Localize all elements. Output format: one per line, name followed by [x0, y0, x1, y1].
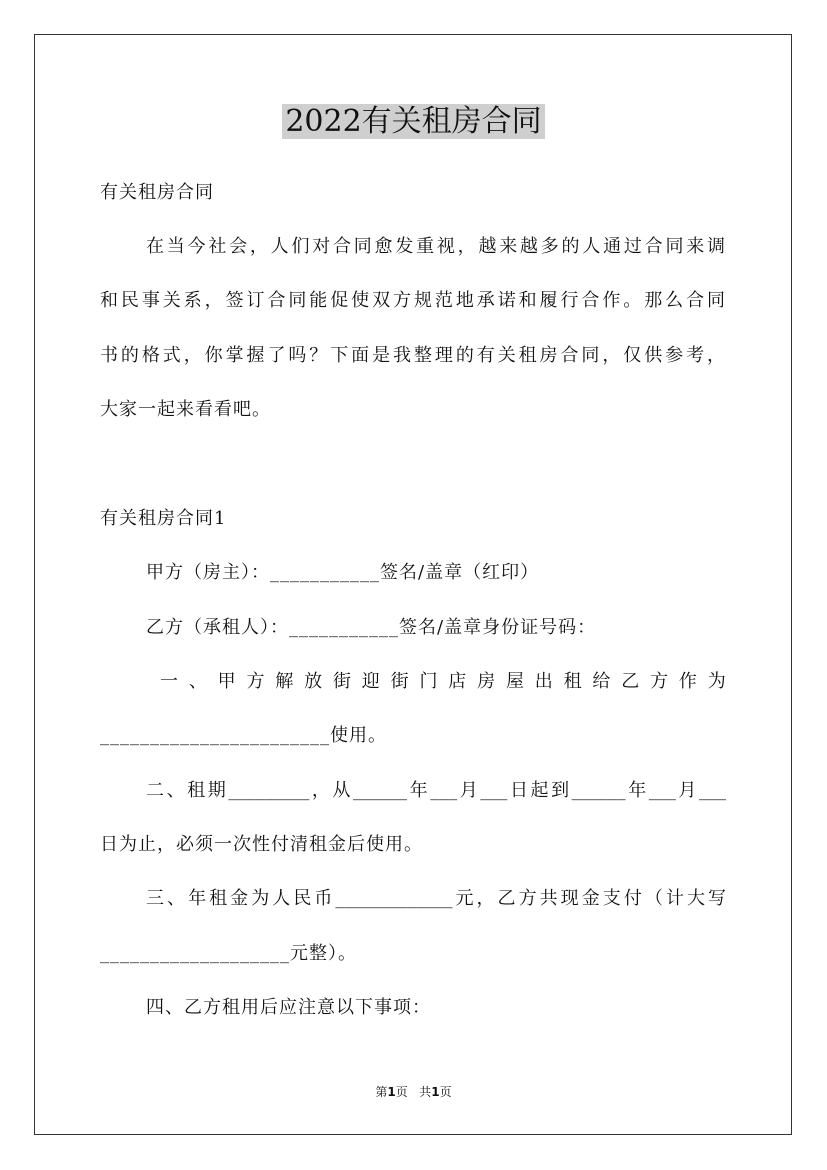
clause-1-char: 方 [246, 671, 265, 692]
clause-1-char: 方 [650, 671, 669, 692]
footer-total-pages: 1 [431, 1085, 440, 1099]
section-heading: 有关租房合同1 [100, 508, 227, 529]
footer-total-prefix: 共 [419, 1085, 432, 1099]
clause-1-char: 一 [160, 671, 178, 692]
clause-2-line-1: 二、租期_________，从______年___月___日起到______年___月___ [146, 780, 726, 801]
clause-1-char: 给 [592, 671, 611, 692]
clause-1-char: 出 [534, 671, 553, 692]
clause-1-line-2: _______________________使用。 [100, 725, 387, 746]
intro-line-3: 书的格式，你掌握了吗？下面是我整理的有关租房合同，仅供参考， [100, 345, 726, 366]
clause-1-char: 放 [304, 671, 323, 692]
clause-3-line-1: 三、年租金为人民币_____________元，乙方共现金支付（计大写 [146, 888, 726, 909]
clause-1-char: 屋 [505, 671, 524, 692]
footer-page-number: 1 [387, 1085, 396, 1099]
clause-3-line-2: ___________________元整）。 [100, 943, 357, 964]
clause-1-char: 店 [448, 671, 467, 692]
intro-line-2: 和民事关系，签订合同能促使双方规范地承诺和履行合作。那么合同 [100, 290, 726, 311]
page-footer [0, 1083, 827, 1101]
clause-1-char: 街 [390, 671, 409, 692]
clause-2-line-2: 日为止，必须一次性付清租金后使用。 [100, 834, 423, 855]
document-title [0, 100, 827, 144]
clause-1-char: 迎 [361, 671, 380, 692]
clause-1-char: 作 [678, 671, 697, 692]
clause-1-char: 街 [332, 671, 351, 692]
subtitle: 有关租房合同 [100, 182, 214, 203]
document-title-text: 2022有关租房合同 [282, 104, 544, 139]
clause-1-char: 解 [275, 671, 294, 692]
clause-1-char: 甲 [217, 671, 236, 692]
clause-4-line: 四、乙方租用后应注意以下事项： [146, 997, 431, 1018]
footer-total-suffix: 页 [439, 1085, 452, 1099]
intro-line-1: 在当今社会，人们对合同愈发重视，越来越多的人通过合同来调 [146, 236, 726, 257]
party-a-line: 甲方（房主）：___________签名/盖章（红印） [146, 562, 540, 583]
clause-1-char: 租 [563, 671, 582, 692]
clause-1-char: 房 [477, 671, 496, 692]
footer-page-suffix: 页 [395, 1085, 408, 1099]
clause-1-line-1 [160, 667, 726, 697]
clause-1-char: 乙 [621, 671, 640, 692]
clause-1-char: 为 [707, 671, 726, 692]
intro-line-4: 大家一起来看看吧。 [100, 399, 271, 420]
footer-page-prefix: 第 [375, 1085, 388, 1099]
clause-1-char: 门 [419, 671, 438, 692]
clause-1-char: 、 [188, 671, 207, 692]
party-b-line: 乙方（承租人）：___________签名/盖章身份证号码： [146, 617, 597, 638]
